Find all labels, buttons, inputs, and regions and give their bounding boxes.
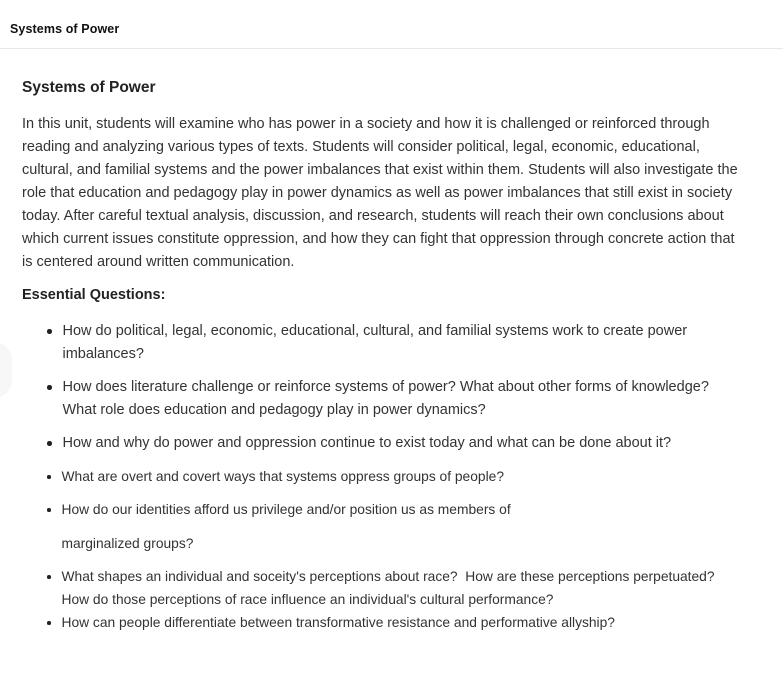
question-text-continued: marginalized groups? <box>61 536 194 551</box>
bullet-dot-icon <box>47 575 51 579</box>
question-text: How and why do power and oppression continue to exist today and what can be done about it? <box>62 435 672 451</box>
bullet-dot-icon <box>47 441 52 446</box>
question-text: What shapes an individual and soceity's perceptions about race? How are these perceptions perpetuated? How do those perceptions of race influence an individual's cultural performance? <box>61 569 719 607</box>
question-item <box>47 376 741 422</box>
question-text: How do political, legal, economic, educational, cultural, and familial systems work to create power imbalances? <box>62 323 692 362</box>
document-title: Systems of Power <box>22 79 156 96</box>
question-text: What are overt and covert ways that systems oppress groups of people? <box>61 469 504 484</box>
question-text: How do our identities afford us privilege and/or position us as members of <box>61 502 511 517</box>
question-item <box>47 320 741 366</box>
question-item <box>47 498 741 555</box>
bullet-dot-icon <box>47 621 51 625</box>
question-item <box>47 432 741 455</box>
bullet-dot-icon <box>47 508 51 512</box>
question-text: How can people differentiate between transformative resistance and performative allyship? <box>61 615 615 630</box>
document-body <box>0 49 783 634</box>
page-header-title: Systems of Power <box>10 22 120 36</box>
unit-description: In this unit, students will examine who has power in a society and how it is challenged or reinforced through reading and analyzing various types of texts. Students will consider political, legal, economic, educational, cultural, and familial systems and the power imbalances that exist within them. Students will also investigate the role that education and pedagogy play in power dynamics as well as power imbalances that still exist in society today. After careful textual analysis, discussion, and research, students will reach their own conclusions about which current issues constitute oppression, and how they can fight that oppression through concrete action that is centered around written communication. <box>22 116 738 270</box>
bullet-dot-icon <box>47 385 52 390</box>
bullet-dot-icon <box>47 475 51 479</box>
essential-questions-list <box>22 320 741 634</box>
bullet-dot-icon <box>47 329 52 334</box>
question-item <box>47 611 741 634</box>
page-header <box>0 0 783 49</box>
question-item <box>47 465 741 488</box>
question-text: How does literature challenge or reinforce systems of power? What about other forms of knowledge? What role does education and pedagogy play in power dynamics? <box>62 379 713 418</box>
essential-questions-heading: Essential Questions: <box>22 287 166 303</box>
question-item <box>47 565 741 611</box>
